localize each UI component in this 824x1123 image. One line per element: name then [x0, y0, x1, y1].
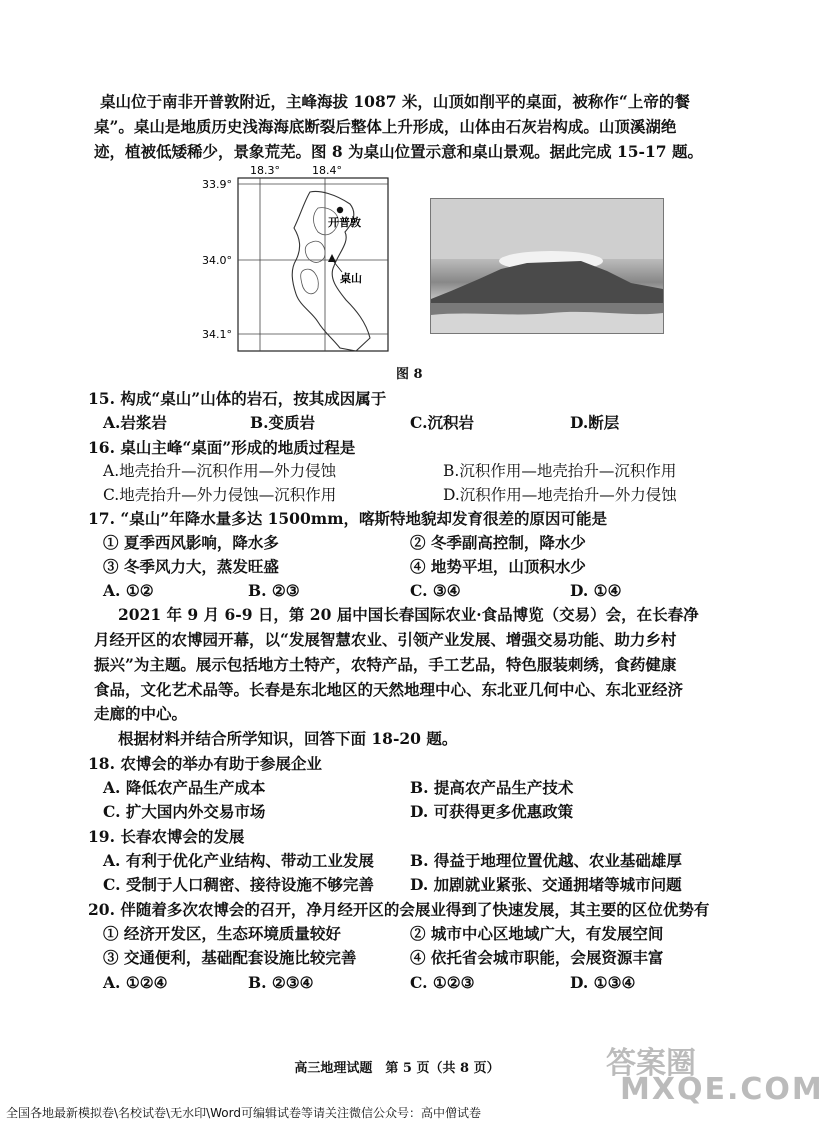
passage2-line-2: 月经开区的农博园开幕，以“发展智慧农业、引领产业发展、增强交易功能、助力乡村 — [94, 630, 677, 649]
map-lon-label-1: 18.3° — [250, 164, 280, 177]
q17-statement-1: ① 夏季西风影响，降水多 — [103, 533, 279, 552]
passage2-line-5: 走廊的中心。 — [94, 704, 188, 723]
cape-town-marker — [337, 207, 343, 213]
q20-option-d: D. ①③④ — [570, 973, 636, 992]
q18-option-d: D. 可获得更多优惠政策 — [410, 802, 574, 821]
map-mountain-label: 桌山 — [340, 272, 362, 285]
passage2-line-4: 食品，文化艺术品等。长春是东北地区的天然地理中心、东北亚几何中心、东北亚经济 — [94, 680, 684, 699]
q20-statement-2: ② 城市中心区地域广大，有发展空间 — [410, 924, 664, 943]
q20-stem: 20. 伴随着多次农博会的召开，净月经开区的会展业得到了快速发展，其主要的区位优势有 — [88, 900, 710, 919]
table-mountain-marker — [328, 254, 336, 262]
q18-stem: 18. 农博会的举办有助于参展企业 — [88, 754, 322, 773]
passage2-line-1: 2021 年 9 月 6-9 日，第 20 届中国长春国际农业·食品博览（交易）会，在长春净 — [118, 605, 699, 624]
q18-option-b: B. 提高农产品生产技术 — [410, 778, 574, 797]
passage2-line-6: 根据材料并结合所学知识，回答下面 18-20 题。 — [118, 729, 458, 748]
figure-caption: 图 8 — [396, 367, 423, 382]
q17-option-c: C. ③④ — [410, 581, 461, 600]
q20-option-c: C. ①②③ — [410, 973, 475, 992]
q19-option-c: C. 受制于人口稠密、接待设施不够完善 — [103, 875, 374, 894]
q17-statement-2: ② 冬季副高控制，降水少 — [410, 533, 586, 552]
q17-statement-3: ③ 冬季风力大，蒸发旺盛 — [103, 557, 279, 576]
bottom-note: 全国各地最新模拟卷\名校试卷\无水印\Word可编辑试卷等请关注微信公众号：高中僧试卷 — [6, 1106, 481, 1120]
contour-line-2 — [305, 241, 325, 262]
q20-statement-4: ④ 依托省会城市职能，会展资源丰富 — [410, 948, 664, 967]
q19-option-d: D. 加剧就业紧张、交通拥堵等城市问题 — [410, 875, 682, 894]
q15-option-b: B.变质岩 — [250, 413, 315, 432]
table-mountain-location-map — [200, 162, 400, 357]
q20-option-b: B. ②③④ — [248, 973, 314, 992]
q16-option-a: A.地壳抬升—沉积作用—外力侵蚀 — [103, 462, 337, 480]
watermark-url: MXQE.COM — [620, 1072, 824, 1107]
q16-option-d: D.沉积作用—地壳抬升—外力侵蚀 — [443, 486, 677, 504]
map-lat-label-3: 34.1° — [202, 328, 232, 341]
q19-stem: 19. 长春农博会的发展 — [88, 827, 245, 846]
watermark-logo: 答案圈 — [606, 1046, 696, 1081]
q16-option-b: B.沉积作用—地壳抬升—沉积作用 — [443, 462, 677, 480]
q16-stem: 16. 桌山主峰“桌面”形成的地质过程是 — [88, 438, 356, 457]
q17-option-a: A. ①② — [103, 581, 154, 600]
intro-line-3: 迹，植被低矮稀少，景象荒芜。图 8 为桌山位置示意和桌山景观。据此完成 15-17 题。 — [94, 142, 703, 161]
q18-option-c: C. 扩大国内外交易市场 — [103, 802, 266, 821]
intro-line-1: 桌山位于南非开普敦附近，主峰海拔 1087 米，山顶如削平的桌面，被称作“上帝的餐 — [100, 92, 690, 111]
map-city-label: 开普敦 — [328, 216, 361, 229]
mountain-pointer-line — [334, 262, 342, 272]
passage2-line-3: 振兴”为主题。展示包括地方土特产，农特产品，手工艺品，特色服装刺绣，食药健康 — [94, 655, 677, 674]
q19-option-a: A. 有利于优化产业结构、带动工业发展 — [103, 851, 374, 870]
q15-option-d: D.断层 — [570, 413, 620, 432]
map-lon-label-2: 18.4° — [312, 164, 342, 177]
map-lat-label-2: 34.0° — [202, 254, 232, 267]
q15-option-a: A.岩浆岩 — [103, 413, 167, 432]
q17-statement-4: ④ 地势平坦，山顶积水少 — [410, 557, 586, 576]
q17-stem: 17. “桌山”年降水量多达 1500mm，喀斯特地貌却发育很差的原因可能是 — [88, 509, 608, 528]
q17-option-d: D. ①④ — [570, 581, 622, 600]
q20-statement-3: ③ 交通便利，基础配套设施比较完善 — [103, 948, 357, 967]
map-lat-label-1: 33.9° — [202, 178, 232, 191]
intro-line-2: 桌”。桌山是地质历史浅海海底断裂后整体上升形成，山体由石灰岩构成。山顶溪湖绝 — [94, 117, 677, 136]
q20-option-a: A. ①②④ — [103, 973, 168, 992]
q15-stem: 15. 构成“桌山”山体的岩石，按其成因属于 — [88, 389, 387, 408]
table-mountain-photo — [430, 198, 664, 334]
q17-option-b: B. ②③ — [248, 581, 300, 600]
q15-option-c: C.沉积岩 — [410, 413, 474, 432]
page-footer: 高三地理试题 第 5 页（共 8 页） — [294, 1061, 500, 1076]
q18-option-a: A. 降低农产品生产成本 — [103, 778, 266, 797]
q16-option-c: C.地壳抬升—外力侵蚀—沉积作用 — [103, 486, 337, 504]
contour-line-3 — [301, 269, 319, 294]
q20-statement-1: ① 经济开发区，生态环境质量较好 — [103, 924, 341, 943]
q19-option-b: B. 得益于地理位置优越、农业基础雄厚 — [410, 851, 682, 870]
